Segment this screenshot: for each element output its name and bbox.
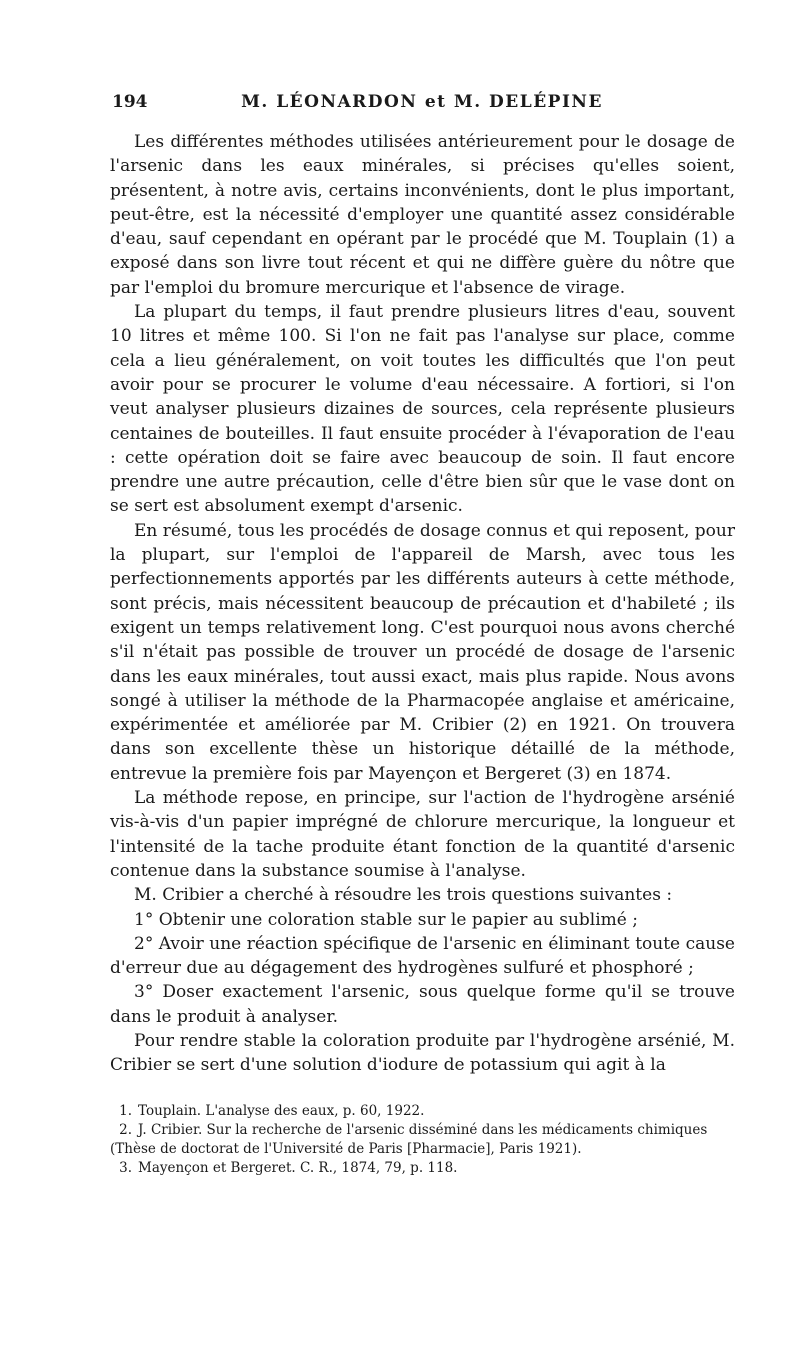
paragraph-1: Les différentes méthodes utilisées antérieurement pour le dosage de l'arsenic dans les eaux minérales, si précises qu'elles soient, présentent, à notre avis, certains inconvénients, dont le plus important, peut-être, est la nécessité d'employer une quantité assez considérable d'eau, sauf cependant en opérant par le procédé que M. Touplain (1) a exposé dans son livre tout récent et qui ne diffère guère du nôtre que par l'emploi du bromure mercurique et l'absence de virage. [110, 132, 735, 298]
footnote-number: 3. [119, 1160, 132, 1176]
header-authors: M. LÉONARDON et M. DELÉPINE [241, 92, 603, 112]
question-3: 3° Doser exactement l'arsenic, sous quelque forme qu'il se trouve dans le produit à analyser. [110, 982, 735, 1027]
footnote-text: Touplain. L'analyse des eaux, p. 60, 1922. [138, 1103, 425, 1119]
footnote-text: Mayençon et Bergeret. C. R., 1874, 79, p. 118. [138, 1160, 458, 1176]
footnote-1 [110, 1102, 735, 1121]
running-head [112, 92, 732, 120]
question-1: 1° Obtenir une coloration stable sur le papier au sublimé ; [134, 909, 638, 930]
footnote-2 [110, 1121, 735, 1159]
footnote-3 [110, 1159, 735, 1178]
paragraph-6: Pour rendre stable la coloration produite par l'hydrogène arsénié, M. Cribier se sert d'une solution d'iodure de potassium qui agit à la [110, 1030, 735, 1076]
paragraph-4: La méthode repose, en principe, sur l'action de l'hydrogène arsénié vis-à-vis d'un papier imprégné de chlorure mercurique, la longueur et l'intensité de la tache produite étant fonction de la quantité d'arsenic contenue dans la substance soumise à l'analyse. [110, 788, 735, 881]
paragraph-2: La plupart du temps, il faut prendre plusieurs litres d'eau, souvent 10 litres et même 100. Si l'on ne fait pas l'analyse sur place, comme cela a lieu généralement, on voit toutes les difficultés que l'on peut avoir pour se procurer le volume d'eau nécessaire. A fortiori, si l'on veut analyser plusieurs dizaines de sources, cela représente plusieurs centaines de bouteilles. Il faut ensuite procéder à l'évaporation de l'eau : cette opération doit se faire avec beaucoup de soin. Il faut encore prendre une autre précaution, celle d'être bien sûr que le vase dont on se sert est absolument exempt d'arsenic. [110, 302, 735, 517]
footnotes [110, 1102, 735, 1178]
footnote-number: 2. [119, 1122, 132, 1138]
paragraph-5: M. Cribier a cherché à résoudre les trois questions suivantes : [134, 885, 673, 906]
footnote-text: J. Cribier. Sur la recherche de l'arsenic disséminé dans les médicaments chimiques (Thèse de doctorat de l'Université de Paris [Pharmacie], Paris 1921). [110, 1122, 708, 1157]
paragraph-3: En résumé, tous les procédés de dosage connus et qui reposent, pour la plupart, sur l'emploi de l'appareil de Marsh, avec tous les perfectionnements apportés par les différents auteurs à cette méthode, sont précis, mais nécessitent beaucoup de précaution et d'habileté ; ils exigent un temps relativement long. C'est pourquoi nous avons cherché s'il n'était pas possible de trouver un procédé de dosage de l'arsenic dans les eaux minérales, tout aussi exact, mais plus rapide. Nous avons songé à utiliser la méthode de la Pharmacopée anglaise et américaine, expérimentée et améliorée par M. Cribier (2) en 1921. On trouvera dans son excellente thèse un historique détaillé de la méthode, entrevue la première fois par Mayençon et Bergeret (3) en 1874. [110, 520, 735, 784]
footnote-number: 1. [119, 1103, 132, 1119]
page-number: 194 [112, 92, 148, 112]
body-text [110, 130, 735, 1078]
question-2: 2° Avoir une réaction spécifique de l'arsenic en éliminant toute cause d'erreur due au dégagement des hydrogènes sulfuré et phosphoré ; [110, 933, 735, 979]
